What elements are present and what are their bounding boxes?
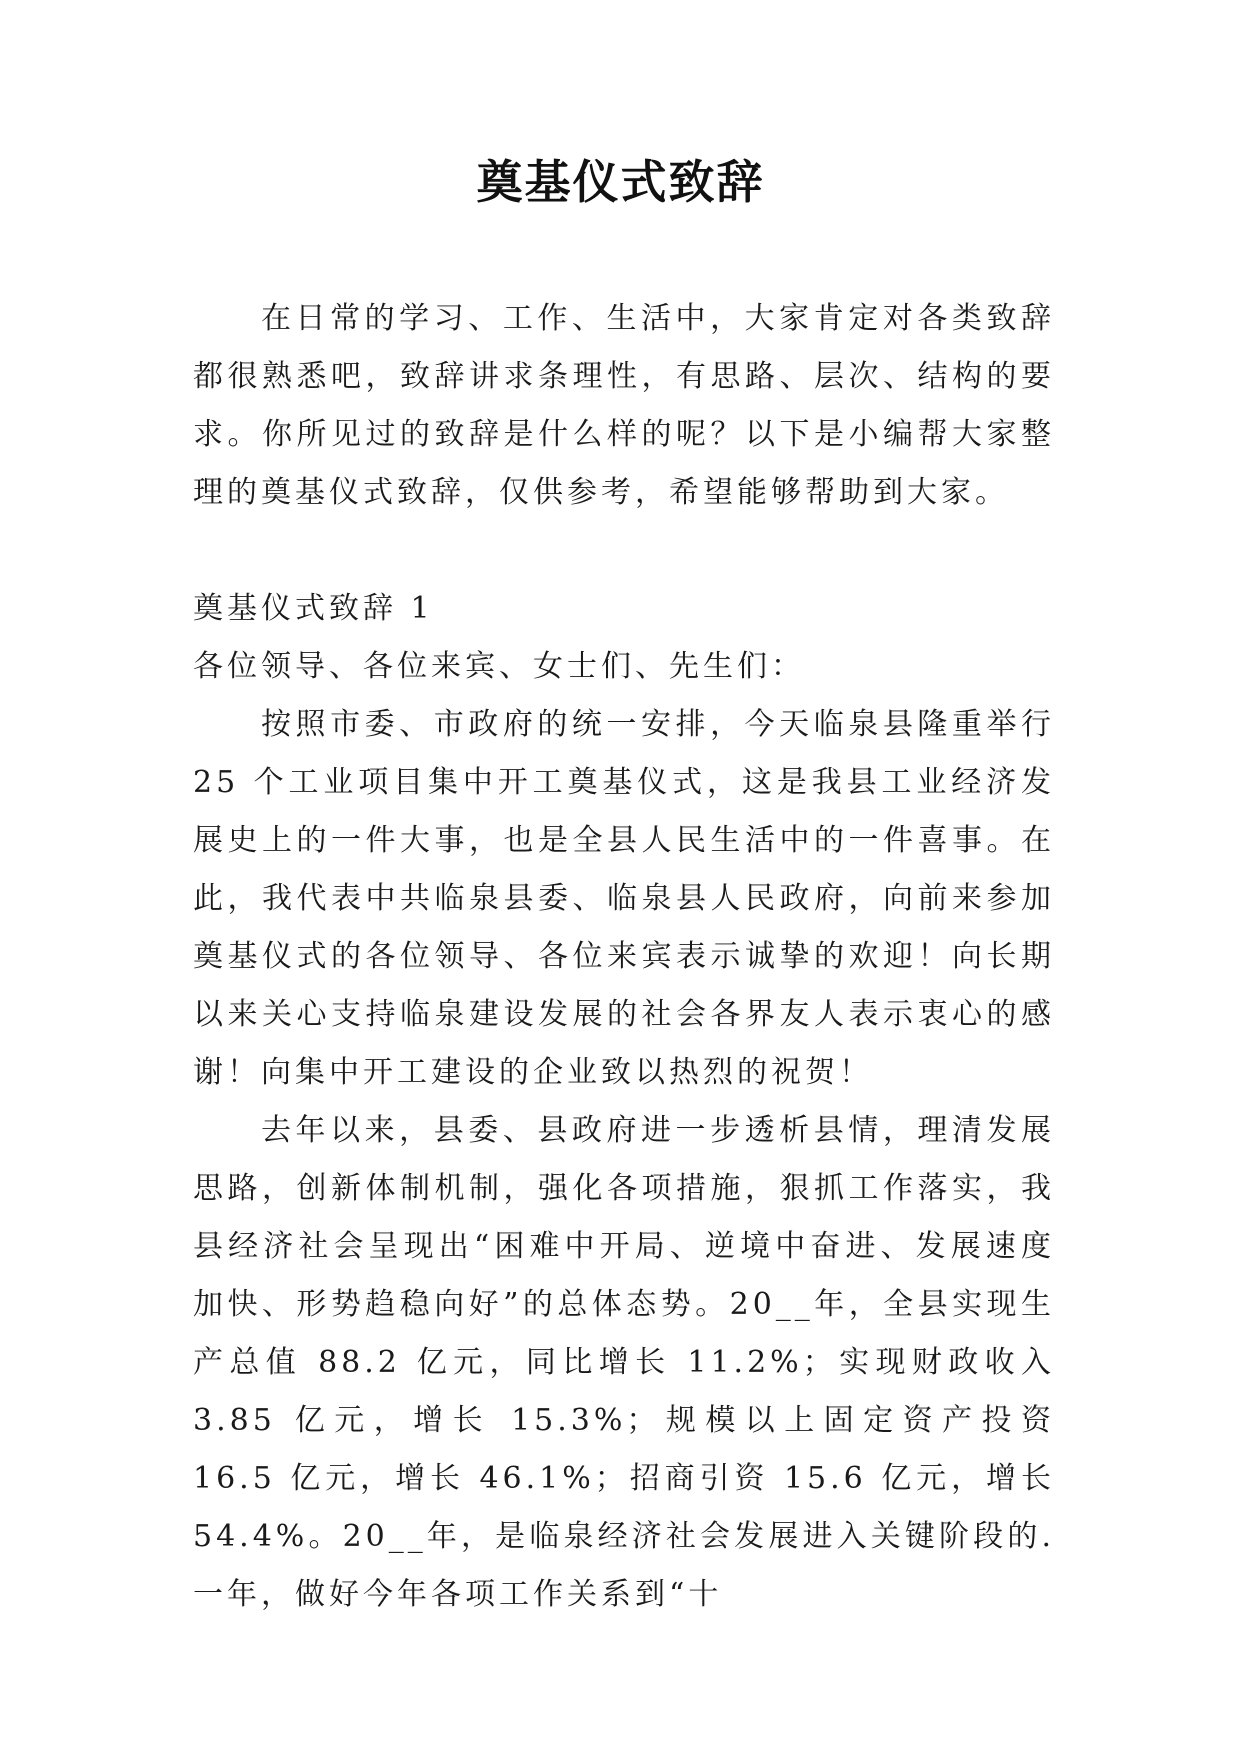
speech-paragraph-1: 按照市委、市政府的统一安排，今天临泉县隆重举行 25 个工业项目集中开工奠基仪式，这是我县工业经济发展史上的一件大事，也是全县人民生活中的一件喜事。在此，我代表中共临泉县委、临泉县人民政府，向前来参加奠基仪式的各位领导、各位来宾表示诚挚的欢迎！向长期以来关心支持临泉建设发展的社会各界友人表示衷心的感谢！向集中开工建设的企业致以热烈的祝贺！: [193, 707, 1055, 1090]
intro-paragraph: [193, 290, 1055, 522]
section-heading: 奠基仪式致辞 1: [193, 591, 434, 626]
document-title: 奠基仪式致辞: [476, 155, 765, 209]
speech-paragraph-2: 去年以来，县委、县政府进一步透析县情，理清发展思路，创新体制机制，强化各项措施，狠抓工作落实，我县经济社会呈现出“困难中开局、逆境中奋进、发展速度加快、形势趋稳向好”的总体态势。20__年，全县实现生产总值 88.2 亿元，同比增长 11.2%；实现财政收入 3.85 亿元，增长 15.3%；规模以上固定资产投资 16.5 亿元，增长 46.1%；招商引资 15.6 亿元，增长 54.4%。20__年，是临泉经济社会发展进入关键阶段的.一年，做好今年各项工作关系到“十: [193, 1113, 1055, 1612]
salutation: 各位领导、各位来宾、女士们、先生们：: [193, 649, 805, 684]
speech-section: [193, 580, 1055, 1624]
intro-text: 在日常的学习、工作、生活中，大家肯定对各类致辞都很熟悉吧，致辞讲求条理性，有思路、层次、结构的要求。你所见过的致辞是什么样的呢？以下是小编帮大家整理的奠基仪式致辞，仅供参考，希望能够帮助到大家。: [193, 301, 1055, 510]
